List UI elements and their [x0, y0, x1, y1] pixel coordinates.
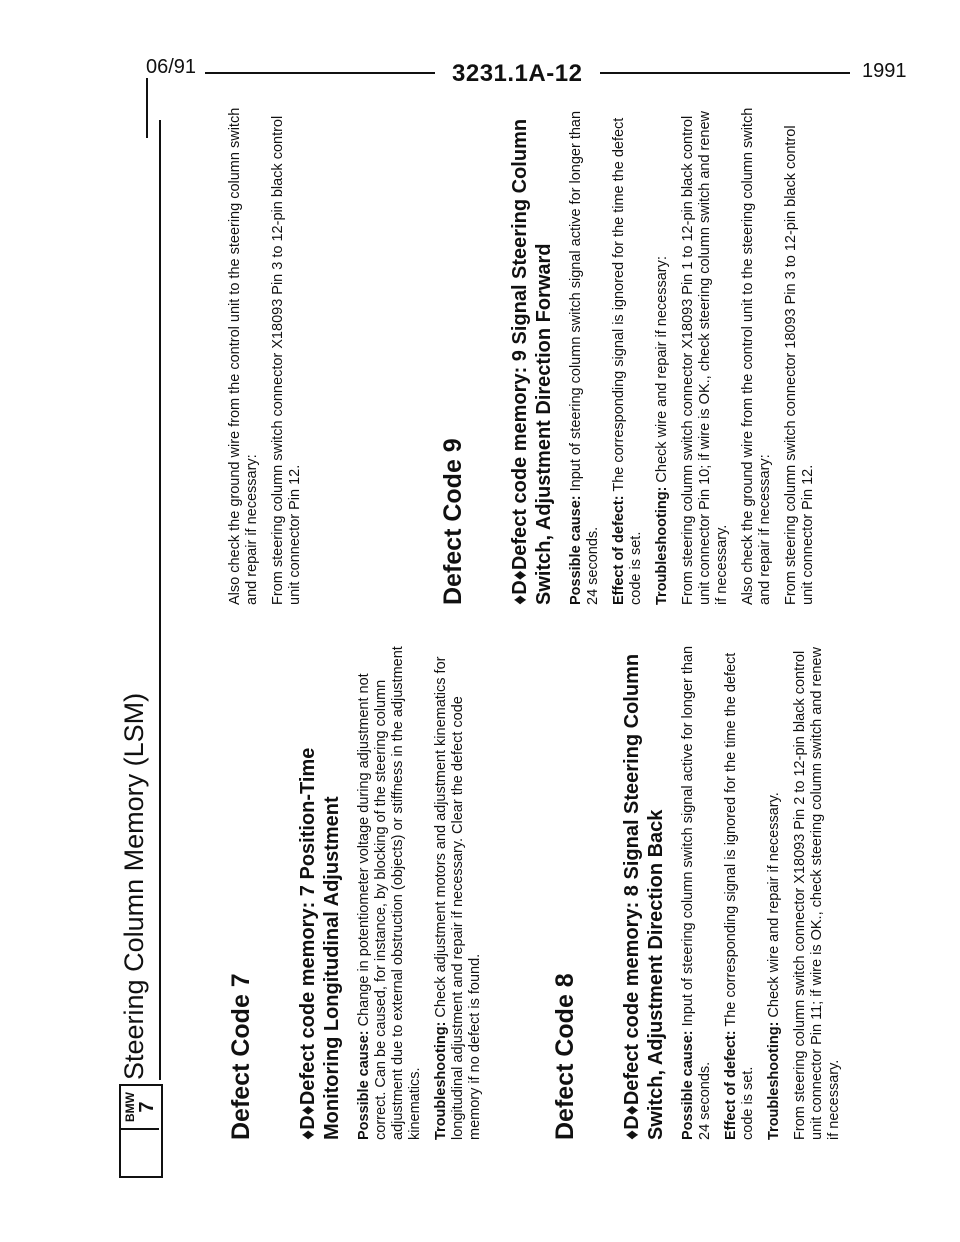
section-title-rule — [159, 120, 161, 1080]
cause-text: Input of steering column switch signal active for longer than 24 seconds. — [568, 110, 601, 605]
memory-8-heading: ♦D♦Defect code memory: 8 Signal Steering Column Switch, Adjustment Direction Back — [621, 653, 667, 1140]
cause-label: Possible cause: — [356, 1030, 372, 1140]
memory-7-troubleshooting — [433, 640, 484, 1140]
defect-code-8-heading: Defect Code 8 — [551, 973, 579, 1140]
bmw-series-box — [121, 1086, 159, 1130]
brand-bar — [115, 100, 175, 1180]
header-rule-right — [600, 72, 850, 74]
memory-9-troubleshooting — [654, 105, 671, 605]
troubleshooting-text: Check wire and repair if necessary. — [766, 792, 782, 1022]
troubleshooting-label: Troubleshooting: — [433, 1021, 449, 1140]
memory-9-ground-path: From steering column switch connector 18093 Pin 3 to 12-pin black control unit connector Pin 12. — [783, 125, 816, 605]
memory-9-ground-check: Also check the ground wire from the control unit to the steering column switch and repair if necessary: — [740, 107, 773, 605]
header-rule-left — [205, 72, 435, 74]
header-doc-number: 3231.1A-12 — [452, 60, 583, 87]
troubleshooting-text: Check wire and repair if necessary: — [654, 256, 670, 487]
effect-label: Effect of defect: — [723, 1030, 739, 1140]
cause-label: Possible cause: — [680, 1030, 696, 1140]
memory-7-heading: ♦D♦Defect code memory: 7 Position-Time Monitoring Longitudinal Adjustment — [297, 747, 343, 1140]
cause-text: Input of steering column switch signal active for longer than 24 seconds. — [680, 645, 713, 1140]
header-year: 1991 — [862, 60, 907, 82]
ground-wire-path: From steering column switch connector X18093 Pin 3 to 12-pin black control unit connector Pin 12. — [270, 115, 303, 605]
memory-9-heading: ♦D♦Defect code memory: 9 Signal Steering Column Switch, Adjustment Direction Forward — [509, 118, 555, 605]
defect-code-7-heading: Defect Code 7 — [227, 973, 255, 1140]
defect-code-9-heading: Defect Code 9 — [439, 438, 467, 605]
effect-text: The corresponding signal is ignored for the time the defect code is set. — [611, 117, 644, 605]
troubleshooting-text: Check adjustment motors and adjustment kinematics for longitudinal adjustment and repair if necessary. Clear the defect code memory if no defect is found. — [433, 656, 483, 1140]
memory-9-cause — [568, 105, 602, 605]
troubleshooting-label: Troubleshooting: — [654, 486, 670, 605]
troubleshooting-label: Troubleshooting: — [766, 1021, 782, 1140]
memory-8-wiring-path: From steering column switch connector X18093 Pin 2 to 12-pin black control unit connector Pin 11; if wire is OK., check steering column switch and renew if necessary. — [792, 647, 842, 1140]
bmw-logo-box — [119, 1084, 163, 1178]
column-left — [185, 640, 852, 1140]
bmw-logo-text: BMW — [123, 1092, 137, 1122]
memory-8-troubleshooting — [766, 640, 783, 1140]
header-date: 06/91 — [146, 56, 197, 78]
memory-7-cause — [356, 640, 424, 1140]
effect-label: Effect of defect: — [611, 495, 627, 605]
memory-8-effect — [723, 640, 757, 1140]
memory-9-wiring-path: From steering column switch connector X18093 Pin 1 to 12-pin black control unit connector Pin 10; if wire is OK., check steering column switch and renew if necessary. — [680, 110, 730, 605]
cause-text: Change in potentiometer voltage during adjustment not correct. Can be caused, for instance, by blocking of the steering column adjustment due to external obstruction (objects) or stiffness in the adjustment kinematics. — [356, 646, 423, 1140]
ground-wire-check: Also check the ground wire from the control unit to the steering column switch and repair if necessary: — [227, 107, 260, 605]
section-title: Steering Column Memory (LSM) — [119, 692, 149, 1080]
rotated-page-content — [115, 100, 842, 1180]
cause-label: Possible cause: — [568, 495, 584, 605]
effect-text: The corresponding signal is ignored for the time the defect code is set. — [723, 652, 756, 1140]
memory-8-cause — [680, 640, 714, 1140]
bmw-series-number: 7 — [136, 1101, 158, 1113]
memory-9-effect — [611, 105, 645, 605]
column-right — [185, 105, 826, 605]
